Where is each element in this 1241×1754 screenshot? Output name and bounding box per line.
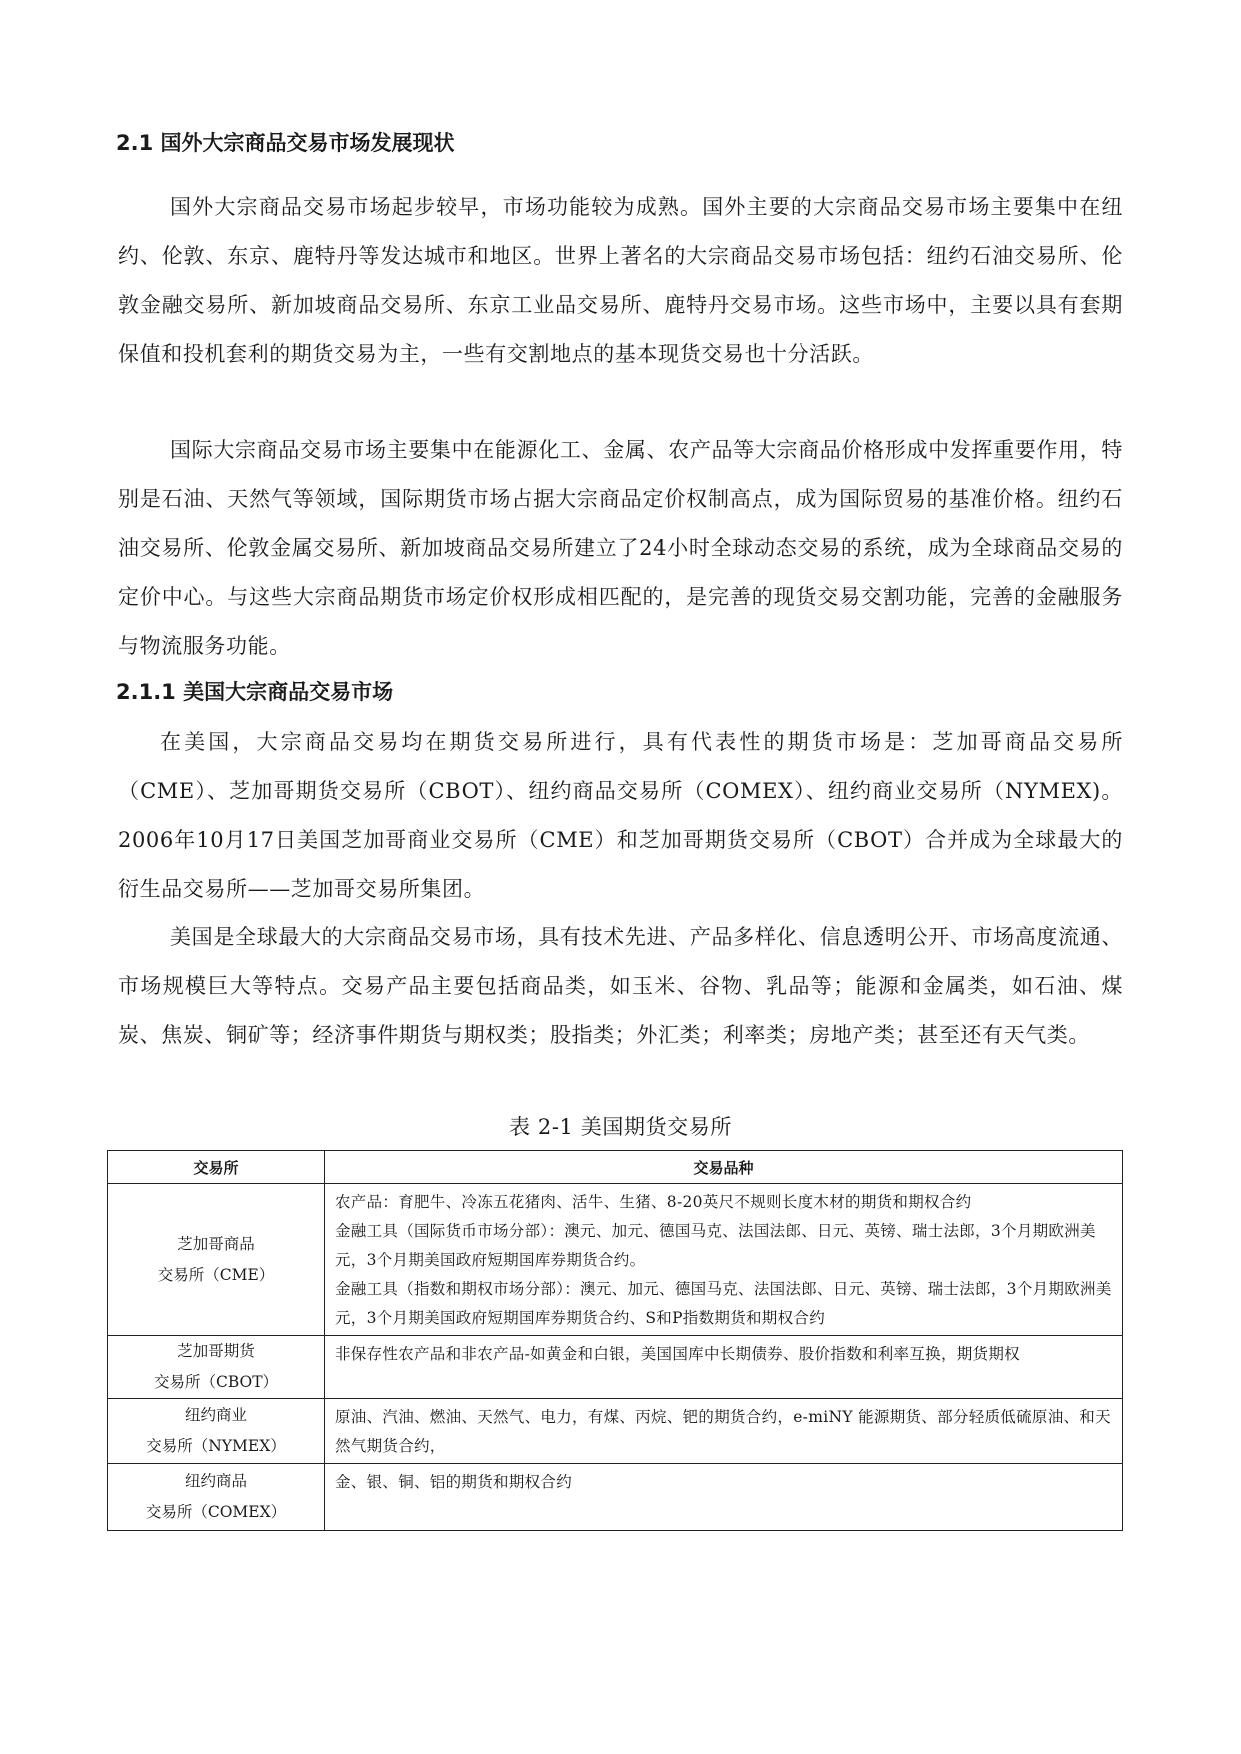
product-entry: 原油、汽油、燃油、天然气、电力，有煤、丙烷、钯的期货合约，e-miNY 能源期货、部分轻质低硫原油、和天然气期货合约， bbox=[335, 1408, 1111, 1455]
product-entry: 金融工具（指数和期权市场分部）：澳元、加元、德国马克、法国法郎、日元、英镑、瑞士法郎，3个月期欧洲美元，3个月期美国政府短期国库券期货合约、S和P指数期货和期权合约 bbox=[335, 1280, 1112, 1327]
exchange-name-line: 交易所（COMEX） bbox=[145, 1503, 287, 1521]
exchange-name-cell bbox=[108, 1184, 325, 1336]
exchange-name-line: 纽约商品 bbox=[184, 1472, 247, 1490]
subsection-paragraph-2: 美国是全球最大的大宗商品交易市场，具有技术先进、产品多样化、信息透明公开、市场高度流通、市场规模巨大等特点。交易产品主要包括商品类，如玉米、谷物、乳品等；能源和金属类，如石油、煤炭、焦炭、铜矿等；经济事件期货与期权类；股指类；外汇类；利率类；房地产类；甚至还有天气类。 bbox=[118, 925, 1123, 1047]
exchange-name-line: 芝加哥商品 bbox=[177, 1234, 255, 1253]
products-cell bbox=[325, 1184, 1123, 1336]
product-entry: 金、银、铜、铝的期货和期权合约 bbox=[335, 1473, 573, 1491]
table-row bbox=[108, 1464, 1123, 1531]
product-entry: 农产品：育肥牛、冷冻五花猪肉、活牛、生猪、8-20英尺不规则长度木材的期货和期权合约 bbox=[335, 1193, 972, 1211]
table-header-products: 交易品种 bbox=[325, 1151, 1123, 1184]
exchange-name-line: 芝加哥期货 bbox=[177, 1342, 255, 1360]
section-heading: 2.1 国外大宗商品交易市场发展现状 bbox=[116, 131, 455, 155]
exchange-name-line: 纽约商业 bbox=[184, 1406, 247, 1424]
product-entry: 金融工具（国际货币市场分部）：澳元、加元、德国马克、法国法郎、日元、英镑、瑞士法郎，3个月期欧洲美元，3个月期美国政府短期国库券期货合约。 bbox=[335, 1222, 1096, 1269]
table-caption: 表 2-1 美国期货交易所 bbox=[509, 1115, 732, 1139]
table-row bbox=[108, 1399, 1123, 1464]
exchange-name-cell bbox=[108, 1336, 325, 1399]
table-header-exchange: 交易所 bbox=[108, 1151, 325, 1184]
products-cell bbox=[325, 1464, 1123, 1531]
product-entry: 非保存性农产品和非农产品-如黄金和白银，美国国库中长期债券、股价指数和利率互换，期货期权 bbox=[335, 1345, 1020, 1363]
products-cell bbox=[325, 1336, 1123, 1399]
exchange-name-line: 交易所（NYMEX） bbox=[146, 1437, 286, 1455]
section-paragraph-1: 国外大宗商品交易市场起步较早，市场功能较为成熟。国外主要的大宗商品交易市场主要集中在纽约、伦敦、东京、鹿特丹等发达城市和地区。世界上著名的大宗商品交易市场包括：纽约石油交易所、伦敦金融交易所、新加坡商品交易所、东京工业品交易所、鹿特丹交易市场。这些市场中，主要以具有套期保值和投机套利的期货交易为主，一些有交割地点的基本现货交易也十分活跃。 bbox=[118, 195, 1123, 366]
section-paragraph-2: 国际大宗商品交易市场主要集中在能源化工、金属、农产品等大宗商品价格形成中发挥重要作用，特别是石油、天然气等领域，国际期货市场占据大宗商品定价权制高点，成为国际贸易的基准价格。纽约石油交易所、伦敦金属交易所、新加坡商品交易所建立了24小时全球动态交易的系统，成为全球商品交易的定价中心。与这些大宗商品期货市场定价权形成相匹配的，是完善的现货交易交割功能，完善的金融服务与物流服务功能。 bbox=[118, 438, 1123, 658]
table-header-row bbox=[108, 1151, 1123, 1184]
table-row bbox=[108, 1336, 1123, 1399]
exchange-name-cell bbox=[108, 1464, 325, 1531]
exchange-name-cell bbox=[108, 1399, 325, 1464]
subsection-heading: 2.1.1 美国大宗商品交易市场 bbox=[116, 680, 394, 704]
products-cell bbox=[325, 1399, 1123, 1464]
exchange-name-line: 交易所（CBOT） bbox=[153, 1373, 279, 1391]
subsection-paragraph-1: 在美国，大宗商品交易均在期货交易所进行，具有代表性的期货市场是：芝加哥商品交易所（CME）、芝加哥期货交易所（CBOT）、纽约商品交易所（COMEX）、纽约商业交易所（NYMEX)。2006年10月17日美国芝加哥商业交易所（CME）和芝加哥期货交易所（CBOT）合并成为全球最大的衍生品交易所——芝加哥交易所集团。 bbox=[118, 730, 1123, 901]
table-row bbox=[108, 1184, 1123, 1336]
exchange-name-line: 交易所（CME） bbox=[157, 1265, 275, 1284]
exchange-table bbox=[107, 1150, 1123, 1531]
